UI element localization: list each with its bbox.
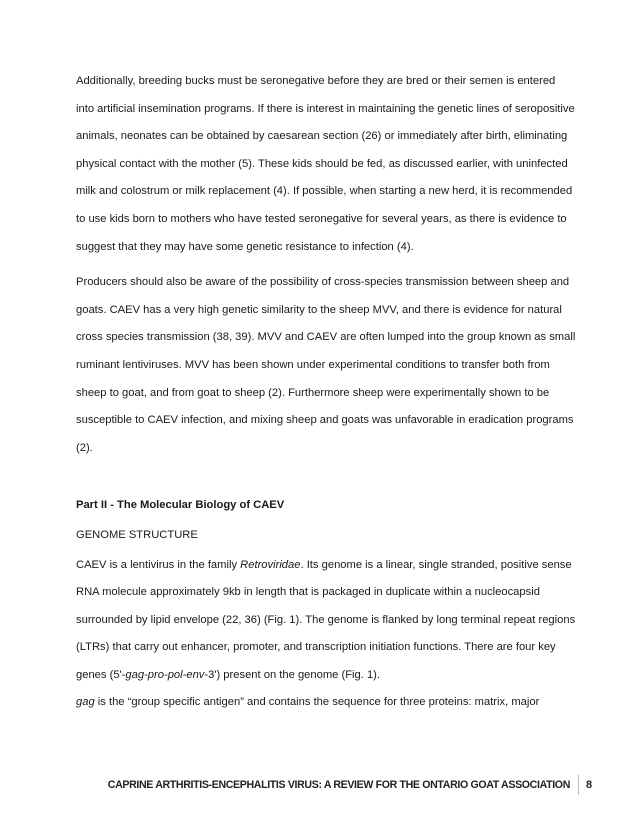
page-number: 8 — [586, 779, 592, 791]
text-run: -3') present on the genome (Fig. 1). — [204, 668, 381, 681]
paragraph-breeding-bucks: Additionally, breeding bucks must be seronegative before they are bred or their semen is entered into artificial insemination programs. If there is interest in maintaining the genetic lines of seropositive animals, neonates can be obtained by caesarean section (26) or immediately after birth, eliminating physical contact with the mother (5). These kids should be fed, as discussed earlier, with uninfected milk and colostrum or milk replacement (4). If possible, when starting a new herd, it is recommended to use kids born to mothers who have tested seronegative for several years, as there is evidence to suggest that they may have some genetic resistance to infection (4). — [76, 75, 575, 253]
footer-title: CAPRINE ARTHRITIS-ENCEPHALITIS VIRUS: A REVIEW FOR THE ONTARIO GOAT ASSOCIATION — [107, 779, 570, 791]
section-heading: Part II - The Molecular Biology of CAEV — [76, 499, 285, 512]
paragraph-cross-species: Producers should also be aware of the possibility of cross-species transmission between sheep and goats. CAEV has a very high genetic similarity to the sheep MVV, and there is evidence for natural cross species transmission (38, 39). MVV and CAEV are often lumped into the group known as small ruminant lentiviruses. MVV has been shown under experimental conditions to transfer both from sheep to goat, and from goat to sheep (2). Furthermore sheep were experimentally shown to be susceptible to CAEV infection, and mixing sheep and goats was unfavorable in eradication programs (2). — [76, 276, 576, 454]
subsection-heading: GENOME STRUCTURE — [76, 528, 198, 541]
italic-family-name: Retroviridae — [240, 558, 301, 571]
page-footer — [0, 773, 592, 797]
italic-gag: gag — [76, 696, 95, 709]
text-run: is the “group specific antigen” and contains the sequence for three proteins: matrix, major — [94, 696, 540, 709]
page-content — [76, 68, 576, 725]
italic-gene-list: gag-pro-pol-env — [125, 668, 205, 681]
footer-separator — [578, 775, 579, 795]
paragraph-genome-structure — [76, 552, 576, 718]
text-run: CAEV is a lentivirus in the family — [76, 558, 241, 571]
text-run: . Its genome is a linear, single stranded, positive sense RNA molecule approximately 9kb in length that is packaged in duplicate within a nucleocapsid surrounded by lipid envelope (22, 36) (Fig. 1). The genome is flanked by long terminal repeat regions (LTRs) that carry out enhancer, promoter, and transcription initiation functions. There are four key genes (5'- — [76, 558, 576, 681]
